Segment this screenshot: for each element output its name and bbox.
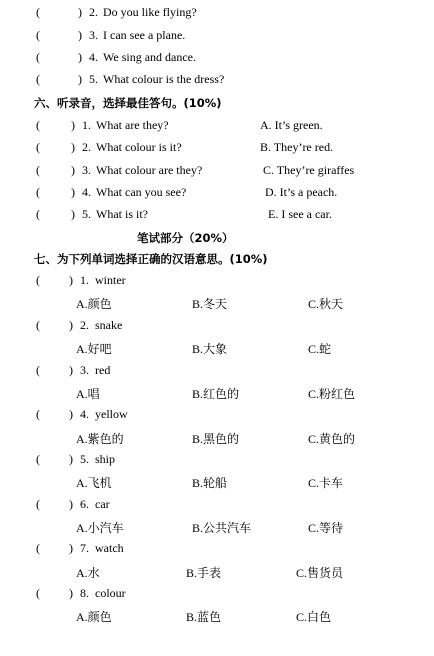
answer-blank-close: ) [69, 541, 73, 555]
answer-option: D. It’s a peach. [265, 185, 338, 199]
answer-blank[interactable]: ( [36, 50, 40, 64]
answer-blank[interactable]: ( [36, 407, 40, 421]
option-b: B.大象 [192, 342, 228, 356]
section-heading-7: 七、为下列单词选择正确的汉语意思。(10%) [34, 252, 268, 266]
answer-blank[interactable]: ( [36, 163, 40, 177]
answer-option: E. I see a car. [268, 207, 332, 221]
option-b: B.公共汽车 [192, 521, 252, 535]
answer-blank[interactable]: ( [36, 140, 40, 154]
vocab-word: snake [95, 318, 123, 332]
option-c: C.黄色的 [308, 432, 356, 446]
answer-blank[interactable]: ( [36, 185, 40, 199]
question-number: 4. [80, 407, 89, 421]
answer-blank-close: ) [69, 318, 73, 332]
question-text: We sing and dance. [103, 50, 196, 64]
answer-blank[interactable]: ( [36, 5, 40, 19]
option-b: B.黑色的 [192, 432, 240, 446]
question-text: What colour is it? [96, 140, 182, 154]
section-heading-6: 六、听录音，选择最佳答句。(10%) [34, 96, 222, 110]
answer-blank[interactable]: ( [36, 273, 40, 287]
answer-blank-close: ) [71, 140, 75, 154]
question-number: 1. [80, 273, 89, 287]
option-c: C.售货员 [296, 566, 344, 580]
question-text: What are they? [96, 118, 169, 132]
answer-blank[interactable]: ( [36, 72, 40, 86]
question-number: 2. [82, 140, 91, 154]
option-a: A.小汽车 [76, 521, 124, 535]
answer-blank[interactable]: ( [36, 541, 40, 555]
answer-blank-close: ) [69, 407, 73, 421]
vocab-word: colour [95, 586, 126, 600]
option-b: B.冬天 [192, 297, 228, 311]
option-c: C.粉红色 [308, 387, 356, 401]
option-c: C.等待 [308, 521, 344, 535]
question-number: 8. [80, 586, 89, 600]
question-number: 3. [80, 363, 89, 377]
option-c: C.秋天 [308, 297, 344, 311]
answer-blank[interactable]: ( [36, 452, 40, 466]
question-number: 5. [82, 207, 91, 221]
question-text: What can you see? [96, 185, 187, 199]
option-c: C.白色 [296, 610, 332, 624]
vocab-word: car [95, 497, 110, 511]
option-a: A.飞机 [76, 476, 112, 490]
vocab-word: red [95, 363, 111, 377]
vocab-word: yellow [95, 407, 128, 421]
answer-blank-close: ) [78, 50, 82, 64]
answer-blank[interactable]: ( [36, 28, 40, 42]
question-number: 3. [82, 163, 91, 177]
answer-blank[interactable]: ( [36, 318, 40, 332]
answer-blank-close: ) [69, 497, 73, 511]
option-a: A.好吧 [76, 342, 112, 356]
written-part-heading: 笔试部分（20%） [137, 231, 234, 245]
question-text: What colour are they? [96, 163, 203, 177]
answer-blank-close: ) [69, 273, 73, 287]
answer-blank[interactable]: ( [36, 363, 40, 377]
answer-blank-close: ) [78, 28, 82, 42]
question-number: 6. [80, 497, 89, 511]
option-b: B.手表 [186, 566, 222, 580]
question-number: 1. [82, 118, 91, 132]
answer-blank[interactable]: ( [36, 207, 40, 221]
question-text: What colour is the dress? [103, 72, 225, 86]
answer-option: C. They’re giraffes [263, 163, 355, 177]
question-text: Do you like flying? [103, 5, 197, 19]
answer-blank[interactable]: ( [36, 118, 40, 132]
question-number: 7. [80, 541, 89, 555]
option-b: B.轮船 [192, 476, 228, 490]
option-c: C.蛇 [308, 342, 332, 356]
option-a: A.水 [76, 566, 100, 580]
option-c: C.卡车 [308, 476, 344, 490]
question-number: 4. [89, 50, 98, 64]
question-text: I can see a plane. [103, 28, 186, 42]
question-number: 3. [89, 28, 98, 42]
question-number: 5. [80, 452, 89, 466]
answer-blank[interactable]: ( [36, 586, 40, 600]
answer-blank[interactable]: ( [36, 497, 40, 511]
answer-blank-close: ) [78, 72, 82, 86]
option-b: B.蓝色 [186, 610, 222, 624]
option-a: A.颜色 [76, 297, 112, 311]
answer-option: B. They’re red. [260, 140, 334, 154]
option-a: A.颜色 [76, 610, 112, 624]
answer-blank-close: ) [71, 207, 75, 221]
answer-blank-close: ) [71, 118, 75, 132]
option-a: A.紫色的 [76, 432, 124, 446]
answer-blank-close: ) [71, 185, 75, 199]
question-number: 2. [80, 318, 89, 332]
answer-blank-close: ) [69, 586, 73, 600]
option-a: A.唱 [76, 387, 100, 401]
answer-blank-close: ) [69, 363, 73, 377]
question-number: 2. [89, 5, 98, 19]
question-number: 5. [89, 72, 98, 86]
question-number: 4. [82, 185, 91, 199]
answer-blank-close: ) [78, 5, 82, 19]
vocab-word: ship [95, 452, 116, 466]
question-text: What is it? [96, 207, 148, 221]
vocab-word: winter [95, 273, 126, 287]
vocab-word: watch [95, 541, 124, 555]
answer-blank-close: ) [71, 163, 75, 177]
answer-blank-close: ) [69, 452, 73, 466]
option-b: B.红色的 [192, 387, 240, 401]
answer-option: A. It’s green. [260, 118, 323, 132]
